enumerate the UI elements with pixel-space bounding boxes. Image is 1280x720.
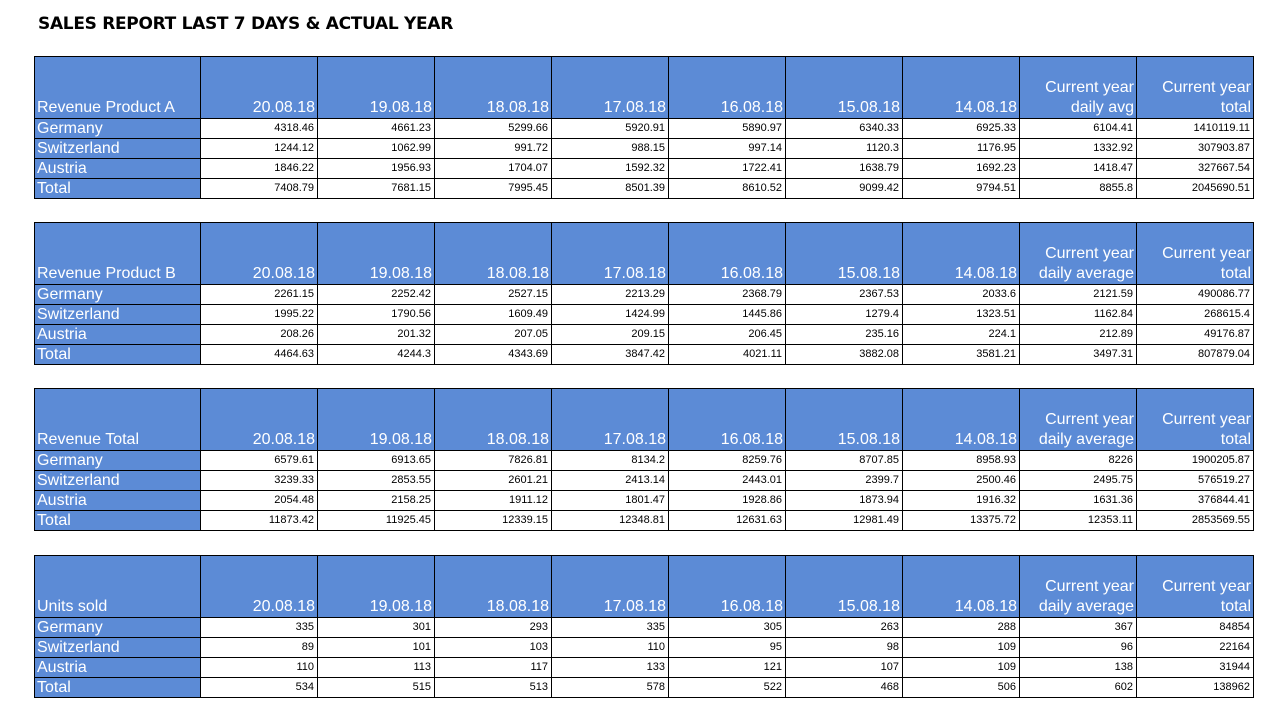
value-cell: 293 [435, 618, 552, 638]
value-cell: 301 [318, 618, 435, 638]
value-cell: 578 [552, 678, 669, 698]
table-row-switzerland [35, 139, 1254, 159]
value-cell: 2853569.55 [1137, 511, 1254, 531]
table-row-austria [35, 658, 1254, 678]
header-line: total [1220, 598, 1251, 615]
value-cell: 11925.45 [318, 511, 435, 531]
date-header-cell: 20.08.18 [201, 57, 318, 119]
value-cell: 3847.42 [552, 345, 669, 365]
value-cell: 206.45 [669, 325, 786, 345]
value-cell: 4661.23 [318, 119, 435, 139]
value-cell: 1638.79 [786, 159, 903, 179]
header-line: total [1220, 99, 1251, 116]
value-cell: 335 [552, 618, 669, 638]
value-cell: 2158.25 [318, 491, 435, 511]
table-row-germany [35, 618, 1254, 638]
table-header-row [35, 223, 1254, 285]
value-cell: 1323.51 [903, 305, 1020, 325]
value-cell: 522 [669, 678, 786, 698]
value-cell: 2033.6 [903, 285, 1020, 305]
header-line: Current year [1045, 245, 1134, 262]
value-cell: 22164 [1137, 638, 1254, 658]
value-cell: 2054.48 [201, 491, 318, 511]
value-cell: 1916.32 [903, 491, 1020, 511]
value-cell: 288 [903, 618, 1020, 638]
value-cell: 335 [201, 618, 318, 638]
date-header-cell: 14.08.18 [903, 389, 1020, 451]
value-cell: 2367.53 [786, 285, 903, 305]
value-cell: 1928.86 [669, 491, 786, 511]
value-cell: 1790.56 [318, 305, 435, 325]
value-cell: 1722.41 [669, 159, 786, 179]
value-cell: 1609.49 [435, 305, 552, 325]
value-cell: 1162.84 [1020, 305, 1137, 325]
value-cell: 4343.69 [435, 345, 552, 365]
value-cell: 133 [552, 658, 669, 678]
value-cell: 515 [318, 678, 435, 698]
date-header-cell: 16.08.18 [669, 556, 786, 618]
row-label-cell: Austria [35, 658, 201, 678]
value-cell: 2413.14 [552, 471, 669, 491]
value-cell: 138962 [1137, 678, 1254, 698]
table-title-cell: Revenue Total [35, 389, 201, 451]
header-line: daily average [1038, 598, 1134, 615]
value-cell: 307903.87 [1137, 139, 1254, 159]
date-header-cell: 15.08.18 [786, 556, 903, 618]
value-cell: 2853.55 [318, 471, 435, 491]
row-label-cell: Total [35, 511, 201, 531]
value-cell: 7995.45 [435, 179, 552, 199]
value-cell: 1704.07 [435, 159, 552, 179]
value-cell: 2121.59 [1020, 285, 1137, 305]
date-header-cell: 17.08.18 [552, 556, 669, 618]
value-cell: 212.89 [1020, 325, 1137, 345]
value-cell: 1900205.87 [1137, 451, 1254, 471]
date-header-cell: 19.08.18 [318, 389, 435, 451]
value-cell: 4244.3 [318, 345, 435, 365]
value-cell: 5920.91 [552, 119, 669, 139]
header-line: daily average [1038, 431, 1134, 448]
table-row-austria [35, 491, 1254, 511]
date-header-cell: 20.08.18 [201, 389, 318, 451]
value-cell: 1801.47 [552, 491, 669, 511]
value-cell: 2213.29 [552, 285, 669, 305]
value-cell: 376844.41 [1137, 491, 1254, 511]
header-line: Current year [1162, 411, 1251, 428]
header-line: daily avg [1070, 99, 1134, 116]
table-row-total [35, 345, 1254, 365]
date-header-cell: 15.08.18 [786, 57, 903, 119]
value-cell: 1956.93 [318, 159, 435, 179]
value-cell: 2045690.51 [1137, 179, 1254, 199]
row-label-cell: Switzerland [35, 471, 201, 491]
value-cell: 84854 [1137, 618, 1254, 638]
value-cell: 807879.04 [1137, 345, 1254, 365]
value-cell: 12353.11 [1020, 511, 1137, 531]
value-cell: 12631.63 [669, 511, 786, 531]
table-row-germany [35, 119, 1254, 139]
value-cell: 4318.46 [201, 119, 318, 139]
value-cell: 1176.95 [903, 139, 1020, 159]
value-cell: 2252.42 [318, 285, 435, 305]
value-cell: 1332.92 [1020, 139, 1137, 159]
current-year-average-header [1020, 223, 1137, 285]
value-cell: 468 [786, 678, 903, 698]
row-label-cell: Austria [35, 159, 201, 179]
current-year-total-header [1137, 57, 1254, 119]
value-cell: 6340.33 [786, 119, 903, 139]
current-year-average-header [1020, 556, 1137, 618]
value-cell: 12981.49 [786, 511, 903, 531]
row-label-cell: Switzerland [35, 139, 201, 159]
value-cell: 13375.72 [903, 511, 1020, 531]
date-header-cell: 18.08.18 [435, 57, 552, 119]
date-header-cell: 14.08.18 [903, 223, 1020, 285]
value-cell: 207.05 [435, 325, 552, 345]
value-cell: 1410119.11 [1137, 119, 1254, 139]
table-revenue-product-a [34, 56, 1254, 199]
table-row-germany [35, 285, 1254, 305]
date-header-cell: 19.08.18 [318, 556, 435, 618]
table-units-sold [34, 555, 1254, 698]
report-title: SALES REPORT LAST 7 DAYS & ACTUAL YEAR [38, 14, 454, 34]
value-cell: 3497.31 [1020, 345, 1137, 365]
value-cell: 209.15 [552, 325, 669, 345]
date-header-cell: 18.08.18 [435, 223, 552, 285]
table-title-cell: Revenue Product A [35, 57, 201, 119]
value-cell: 109 [903, 638, 1020, 658]
row-label-cell: Total [35, 345, 201, 365]
value-cell: 101 [318, 638, 435, 658]
date-header-cell: 15.08.18 [786, 223, 903, 285]
value-cell: 2399.7 [786, 471, 903, 491]
table-header-row [35, 57, 1254, 119]
current-year-total-header [1137, 556, 1254, 618]
value-cell: 107 [786, 658, 903, 678]
value-cell: 224.1 [903, 325, 1020, 345]
value-cell: 576519.27 [1137, 471, 1254, 491]
header-line: Current year [1162, 245, 1251, 262]
row-label-cell: Austria [35, 325, 201, 345]
value-cell: 11873.42 [201, 511, 318, 531]
value-cell: 506 [903, 678, 1020, 698]
date-header-cell: 16.08.18 [669, 223, 786, 285]
value-cell: 3581.21 [903, 345, 1020, 365]
value-cell: 2500.46 [903, 471, 1020, 491]
value-cell: 490086.77 [1137, 285, 1254, 305]
date-header-cell: 16.08.18 [669, 389, 786, 451]
value-cell: 6104.41 [1020, 119, 1137, 139]
value-cell: 2368.79 [669, 285, 786, 305]
value-cell: 4021.11 [669, 345, 786, 365]
row-label-cell: Switzerland [35, 305, 201, 325]
value-cell: 1995.22 [201, 305, 318, 325]
header-line: Current year [1045, 79, 1134, 96]
value-cell: 2495.75 [1020, 471, 1137, 491]
table-row-austria [35, 159, 1254, 179]
value-cell: 89 [201, 638, 318, 658]
value-cell: 1692.23 [903, 159, 1020, 179]
row-label-cell: Germany [35, 119, 201, 139]
value-cell: 6913.65 [318, 451, 435, 471]
value-cell: 110 [552, 638, 669, 658]
value-cell: 2261.15 [201, 285, 318, 305]
value-cell: 49176.87 [1137, 325, 1254, 345]
value-cell: 367 [1020, 618, 1137, 638]
row-label-cell: Austria [35, 491, 201, 511]
date-header-cell: 19.08.18 [318, 57, 435, 119]
row-label-cell: Total [35, 678, 201, 698]
table-row-total [35, 678, 1254, 698]
value-cell: 4464.63 [201, 345, 318, 365]
table-revenue-product-b [34, 222, 1254, 365]
date-header-cell: 14.08.18 [903, 57, 1020, 119]
header-line: Current year [1045, 411, 1134, 428]
value-cell: 1279.4 [786, 305, 903, 325]
value-cell: 513 [435, 678, 552, 698]
date-header-cell: 16.08.18 [669, 57, 786, 119]
table-row-switzerland [35, 471, 1254, 491]
value-cell: 113 [318, 658, 435, 678]
value-cell: 1873.94 [786, 491, 903, 511]
value-cell: 3239.33 [201, 471, 318, 491]
value-cell: 9099.42 [786, 179, 903, 199]
value-cell: 268615.4 [1137, 305, 1254, 325]
value-cell: 1592.32 [552, 159, 669, 179]
date-header-cell: 15.08.18 [786, 389, 903, 451]
value-cell: 8610.52 [669, 179, 786, 199]
value-cell: 98 [786, 638, 903, 658]
value-cell: 534 [201, 678, 318, 698]
value-cell: 997.14 [669, 139, 786, 159]
table-title-cell: Revenue Product B [35, 223, 201, 285]
value-cell: 31944 [1137, 658, 1254, 678]
table-revenue-total [34, 388, 1254, 531]
value-cell: 121 [669, 658, 786, 678]
table-row-switzerland [35, 638, 1254, 658]
value-cell: 3882.08 [786, 345, 903, 365]
row-label-cell: Germany [35, 285, 201, 305]
header-line: total [1220, 265, 1251, 282]
value-cell: 1244.12 [201, 139, 318, 159]
header-line: Current year [1162, 79, 1251, 96]
value-cell: 235.16 [786, 325, 903, 345]
value-cell: 8855.8 [1020, 179, 1137, 199]
value-cell: 1062.99 [318, 139, 435, 159]
header-line: total [1220, 431, 1251, 448]
table-row-germany [35, 451, 1254, 471]
table-header-row [35, 556, 1254, 618]
value-cell: 9794.51 [903, 179, 1020, 199]
header-line: Current year [1162, 578, 1251, 595]
value-cell: 327667.54 [1137, 159, 1254, 179]
value-cell: 96 [1020, 638, 1137, 658]
value-cell: 305 [669, 618, 786, 638]
current-year-total-header [1137, 223, 1254, 285]
value-cell: 117 [435, 658, 552, 678]
header-line: daily average [1038, 265, 1134, 282]
value-cell: 988.15 [552, 139, 669, 159]
value-cell: 2443.01 [669, 471, 786, 491]
value-cell: 8501.39 [552, 179, 669, 199]
value-cell: 1846.22 [201, 159, 318, 179]
date-header-cell: 20.08.18 [201, 556, 318, 618]
value-cell: 602 [1020, 678, 1137, 698]
value-cell: 2601.21 [435, 471, 552, 491]
value-cell: 8259.76 [669, 451, 786, 471]
value-cell: 110 [201, 658, 318, 678]
value-cell: 7681.15 [318, 179, 435, 199]
table-title-cell: Units sold [35, 556, 201, 618]
table-row-total [35, 179, 1254, 199]
value-cell: 1424.99 [552, 305, 669, 325]
current-year-total-header [1137, 389, 1254, 451]
row-label-cell: Switzerland [35, 638, 201, 658]
value-cell: 8226 [1020, 451, 1137, 471]
value-cell: 1120.3 [786, 139, 903, 159]
row-label-cell: Total [35, 179, 201, 199]
value-cell: 6925.33 [903, 119, 1020, 139]
date-header-cell: 20.08.18 [201, 223, 318, 285]
value-cell: 8958.93 [903, 451, 1020, 471]
value-cell: 12348.81 [552, 511, 669, 531]
value-cell: 109 [903, 658, 1020, 678]
date-header-cell: 14.08.18 [903, 556, 1020, 618]
header-line: Current year [1045, 578, 1134, 595]
date-header-cell: 17.08.18 [552, 57, 669, 119]
table-row-switzerland [35, 305, 1254, 325]
value-cell: 8707.85 [786, 451, 903, 471]
value-cell: 103 [435, 638, 552, 658]
value-cell: 8134.2 [552, 451, 669, 471]
value-cell: 1911.12 [435, 491, 552, 511]
current-year-average-header [1020, 57, 1137, 119]
date-header-cell: 19.08.18 [318, 223, 435, 285]
value-cell: 12339.15 [435, 511, 552, 531]
row-label-cell: Germany [35, 451, 201, 471]
value-cell: 2527.15 [435, 285, 552, 305]
value-cell: 5299.66 [435, 119, 552, 139]
row-label-cell: Germany [35, 618, 201, 638]
table-row-austria [35, 325, 1254, 345]
table-header-row [35, 389, 1254, 451]
value-cell: 1631.36 [1020, 491, 1137, 511]
value-cell: 5890.97 [669, 119, 786, 139]
current-year-average-header [1020, 389, 1137, 451]
date-header-cell: 17.08.18 [552, 223, 669, 285]
value-cell: 7826.81 [435, 451, 552, 471]
value-cell: 208.26 [201, 325, 318, 345]
value-cell: 991.72 [435, 139, 552, 159]
date-header-cell: 17.08.18 [552, 389, 669, 451]
date-header-cell: 18.08.18 [435, 389, 552, 451]
value-cell: 6579.61 [201, 451, 318, 471]
table-row-total [35, 511, 1254, 531]
value-cell: 1418.47 [1020, 159, 1137, 179]
value-cell: 263 [786, 618, 903, 638]
value-cell: 201.32 [318, 325, 435, 345]
value-cell: 1445.86 [669, 305, 786, 325]
value-cell: 7408.79 [201, 179, 318, 199]
value-cell: 95 [669, 638, 786, 658]
value-cell: 138 [1020, 658, 1137, 678]
date-header-cell: 18.08.18 [435, 556, 552, 618]
